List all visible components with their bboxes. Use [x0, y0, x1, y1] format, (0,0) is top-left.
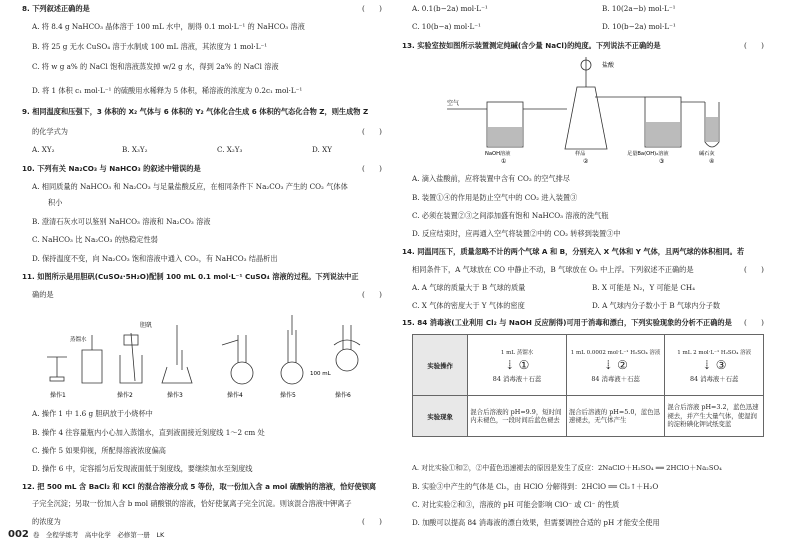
- q11-fig-op1: 操作1: [50, 392, 66, 399]
- q15-obs-2: 混合后溶液的 pH=5.0，蓝色迅速褪去，无气体产生: [566, 396, 665, 437]
- q11-fig-op4: 操作4: [227, 392, 243, 399]
- q15-op-1-reagent: 1 mL 蒸馏水: [500, 349, 534, 356]
- q15-op-2-num: ②: [617, 357, 628, 372]
- q8-option-c: C. 将 w g a% 的 NaCl 饱和溶液蒸发掉 w/2 g 水，得到 2a% 的 NaCl 溶液: [32, 62, 279, 71]
- q10-option-b: B. 澄清石灰水可以鉴别 NaHCO₃ 溶液和 Na₂CO₃ 溶液: [32, 217, 211, 226]
- q11-option-a: A. 操作 1 中 1.6 g 胆矾放于小烧杯中: [32, 409, 153, 418]
- page-number: 002: [8, 529, 29, 540]
- page-footer: [8, 529, 164, 540]
- q10-option-c: C. NaHCO₃ 比 Na₂CO₃ 的热稳定性弱: [32, 235, 158, 244]
- q12-answer-paren: ( ): [362, 517, 382, 526]
- q11-fig-label-danfan: 胆矾: [140, 322, 153, 329]
- q13-label-air: 空气: [447, 100, 460, 107]
- q15-option-d: D. 加酸可以提高 84 消毒液的漂白效果，但需要调控合适的 pH 才能安全使用: [412, 518, 660, 527]
- q14-option-c: C. X 气体的密度大于 Y 气体的密度: [412, 301, 525, 310]
- q14-option-b: B. X 可能是 N₂，Y 可能是 CH₄: [592, 283, 695, 292]
- q15-op-2: [566, 335, 665, 396]
- q9-stem-2: 的化学式为: [32, 127, 68, 136]
- q14-stem-2: 相同条件下，A 气球放在 CO 中静止不动，B 气球放在 O₂ 中上浮。下列叙述不正确的是: [412, 265, 694, 274]
- q14-option-d: D. A 气球内分子数小于 B 气球内分子数: [592, 301, 721, 310]
- q14-option-a: A. A 气球的质量大于 B 气球的质量: [412, 283, 526, 292]
- q13-option-d: D. 反应结束时，应再通入空气将装置②中的 CO₂ 转移到装置③中: [412, 229, 621, 238]
- q15-op-1-tube: ⇣ ①: [504, 357, 530, 372]
- q13-answer-paren: ( ): [744, 41, 764, 50]
- q10-option-a-cont: 积小: [48, 198, 63, 207]
- q8-option-a: A. 将 8.4 g NaHCO₃ 晶体溶于 100 mL 水中，制得 0.1 mol·L⁻¹ 的 NaHCO₃ 溶液: [32, 22, 305, 31]
- q9-option-c: C. X₂Y₃: [217, 145, 243, 154]
- q15-op-1: [468, 335, 567, 396]
- q14-stem-1: 14. 同温同压下，质量忽略不计的两个气球 A 和 B，分别充入 X 气体和 Y 气体，且两气球的体积相同。若: [402, 247, 745, 256]
- q14-answer-paren: ( ): [744, 265, 764, 274]
- q12-stem-2: 子完全沉淀；另取一份加入含 b mol 硝酸银的溶液，恰好使氯离子完全沉淀。则该混合溶液中钾离子: [32, 499, 352, 508]
- q15-op-3: [665, 335, 764, 396]
- q8-answer-paren: ( ): [362, 4, 382, 13]
- q12-option-d: D. 10(b−2a) mol·L⁻¹: [602, 22, 676, 31]
- q11-option-b: B. 操作 4 往容量瓶内小心加入蒸馏水，直到液面接近刻度线 1～2 cm 处: [32, 428, 265, 437]
- q10-option-a: A. 相同质量的 NaHCO₃ 和 Na₂CO₃ 与足量盐酸反应，在相同条件下 Na₂CO₃ 产生的 CO₂ 气体体: [32, 182, 348, 191]
- q8-option-d: D. 将 1 体积 c₁ mol·L⁻¹ 的硫酸用水稀释为 5 体积，稀溶液的浓度为 0.2c₁ mol·L⁻¹: [32, 86, 303, 95]
- q15-experiment-table: [412, 334, 764, 437]
- q11-stem-2: 确的是: [32, 290, 54, 299]
- q15-stem: 15. 84 消毒液(工业利用 Cl₂ 与 NaOH 反应制得)可用于消毒和漂白，下列实验现象的分析不正确的是: [402, 318, 732, 327]
- q11-fig-op2: 操作2: [117, 392, 133, 399]
- q11-option-d: D. 操作 6 中，定容摇匀后发现液面低于刻度线，要继续加水至刻度线: [32, 464, 253, 473]
- q12-option-c: C. 10(b−a) mol·L⁻¹: [412, 22, 481, 31]
- q9-option-b: B. X₃Y₂: [122, 145, 148, 154]
- q13-num-2: ②: [583, 158, 589, 165]
- q11-fig-op6: 操作6: [335, 392, 351, 399]
- q10-option-d: D. 保持温度不变，向 Na₂CO₃ 饱和溶液中通入 CO₂，有 NaHCO₃ 结晶析出: [32, 254, 278, 263]
- q15-row-obs-header: 实验现象: [413, 396, 468, 437]
- q13-label-acid: 盐酸: [602, 62, 615, 69]
- q13-num-3: ③: [659, 158, 665, 165]
- q15-op-1-num: ①: [518, 357, 530, 372]
- q8-option-b: B. 将 25 g 无水 CuSO₄ 溶于水制成 100 mL 溶液，其浓度为 1 mol·L⁻¹: [32, 42, 268, 51]
- q12-option-a: A. 0.1(b−2a) mol·L⁻¹: [412, 4, 488, 13]
- left-column: [22, 0, 392, 530]
- q11-fig-op5: 操作5: [280, 392, 296, 399]
- q15-op-3-reagent: 1 mL 2 mol·L⁻¹ H₂SO₄ 溶液: [677, 349, 752, 356]
- q13-label-lime: 碱石灰: [699, 151, 715, 157]
- q13-stem: 13. 实验室按如图所示装置测定纯碱(含少量 NaCl)的纯度。下列说法不正确的是: [402, 41, 661, 50]
- q15-op-3-tube: ⇣ ③: [701, 357, 727, 372]
- q15-op-3-num: ③: [715, 357, 727, 372]
- footer-text: 卷 全程学练考 高中化学 必修第一册 LK: [32, 531, 165, 539]
- q12-stem-3: 的浓度为: [32, 517, 61, 526]
- q13-apparatus-figure: [447, 57, 737, 165]
- q15-row-ops-header: 实验操作: [413, 335, 468, 396]
- q13-label-sample: 样品: [575, 151, 586, 157]
- q11-option-c: C. 操作 5 如果仰视，所配得溶液浓度偏高: [32, 446, 166, 455]
- q11-fig-op3: 操作3: [167, 392, 183, 399]
- q15-option-c: C. 对比实验②和③，溶液的 pH 可能会影响 ClO⁻ 或 Cl⁻ 的性质: [412, 500, 620, 509]
- q9-option-a: A. XY₂: [32, 145, 55, 154]
- q13-num-4: ④: [709, 158, 715, 165]
- q15-op-1-mix: 84 消毒液＋石蕊: [492, 374, 542, 383]
- q13-option-b: B. 装置①④的作用是防止空气中的 CO₂ 进入装置③: [412, 193, 578, 202]
- right-column: [402, 0, 774, 530]
- q13-label-baoh: 足量Ba(OH)₂溶液: [627, 151, 669, 157]
- q12-option-b: B. 10(2a−b) mol·L⁻¹: [602, 4, 676, 13]
- q11-answer-paren: ( ): [362, 290, 382, 299]
- q13-option-c: C. 必须在装置②③之间添加盛有饱和 NaHCO₃ 溶液的洗气瓶: [412, 211, 609, 220]
- q15-op-3-mix: 84 消毒液＋石蕊: [689, 374, 739, 383]
- q15-option-b: B. 实验③中产生的气体是 Cl₂，由 HClO 分解得到：2HClO ══ Cl₂↑＋H₂O: [412, 482, 659, 491]
- q13-num-1: ①: [501, 158, 507, 165]
- q11-procedure-figure: [42, 305, 372, 400]
- q8-stem: 8. 下列叙述正确的是: [22, 4, 90, 13]
- q13-label-naoh: NaOH溶液: [485, 151, 511, 157]
- q15-op-2-tube: ⇣ ②: [603, 357, 628, 372]
- q15-op-2-reagent: 1 mL 0.0002 mol·L⁻¹ H₂SO₄ 溶液: [570, 349, 661, 356]
- q12-stem-1: 12. 把 500 mL 含 BaCl₂ 和 KCl 的混合溶液分成 5 等份，取一份加入含 a mol 硫酸钠的溶液，恰好使钡离: [22, 482, 377, 491]
- q15-op-2-mix: 84 消毒液＋石蕊: [591, 374, 640, 383]
- q9-option-d: D. XY: [312, 145, 332, 154]
- q11-stem-1: 11. 如图所示是用胆矾(CuSO₄·5H₂O)配制 100 mL 0.1 mol·L⁻¹ CuSO₄ 溶液的过程。下列说法中正: [22, 272, 359, 281]
- q15-option-a: A. 对比实验①和②，②中蓝色迅速褪去的原因是发生了反应：2NaClO＋H₂SO₄ ══ 2HClO＋Na₂SO₄: [412, 464, 722, 472]
- q10-answer-paren: ( ): [362, 164, 382, 173]
- q15-answer-paren: ( ): [744, 318, 764, 327]
- q15-obs-3: 混合后溶液 pH=3.2，蓝色迅速褪去，并产生大量气体，使湿润的淀粉碘化钾试纸变蓝: [665, 396, 764, 437]
- q15-obs-1: 混合后溶液的 pH=9.9，短时间内未褪色，一段时间后蓝色褪去: [468, 396, 567, 437]
- q11-fig-label-vol: 100 mL: [310, 371, 331, 377]
- q11-fig-label-water: 蒸馏水: [70, 337, 87, 343]
- q9-answer-paren: ( ): [362, 127, 382, 136]
- q13-option-a: A. 滴入盐酸前，应将装置中含有 CO₂ 的空气排尽: [412, 174, 570, 183]
- q10-stem: 10. 下列有关 Na₂CO₃ 与 NaHCO₃ 的叙述中错误的是: [22, 164, 201, 173]
- q9-stem-1: 9. 相同温度和压强下，3 体积的 X₂ 气体与 6 体积的 Y₂ 气体化合生成 6 体积的气态化合物 Z，则生成物 Z: [22, 107, 369, 116]
